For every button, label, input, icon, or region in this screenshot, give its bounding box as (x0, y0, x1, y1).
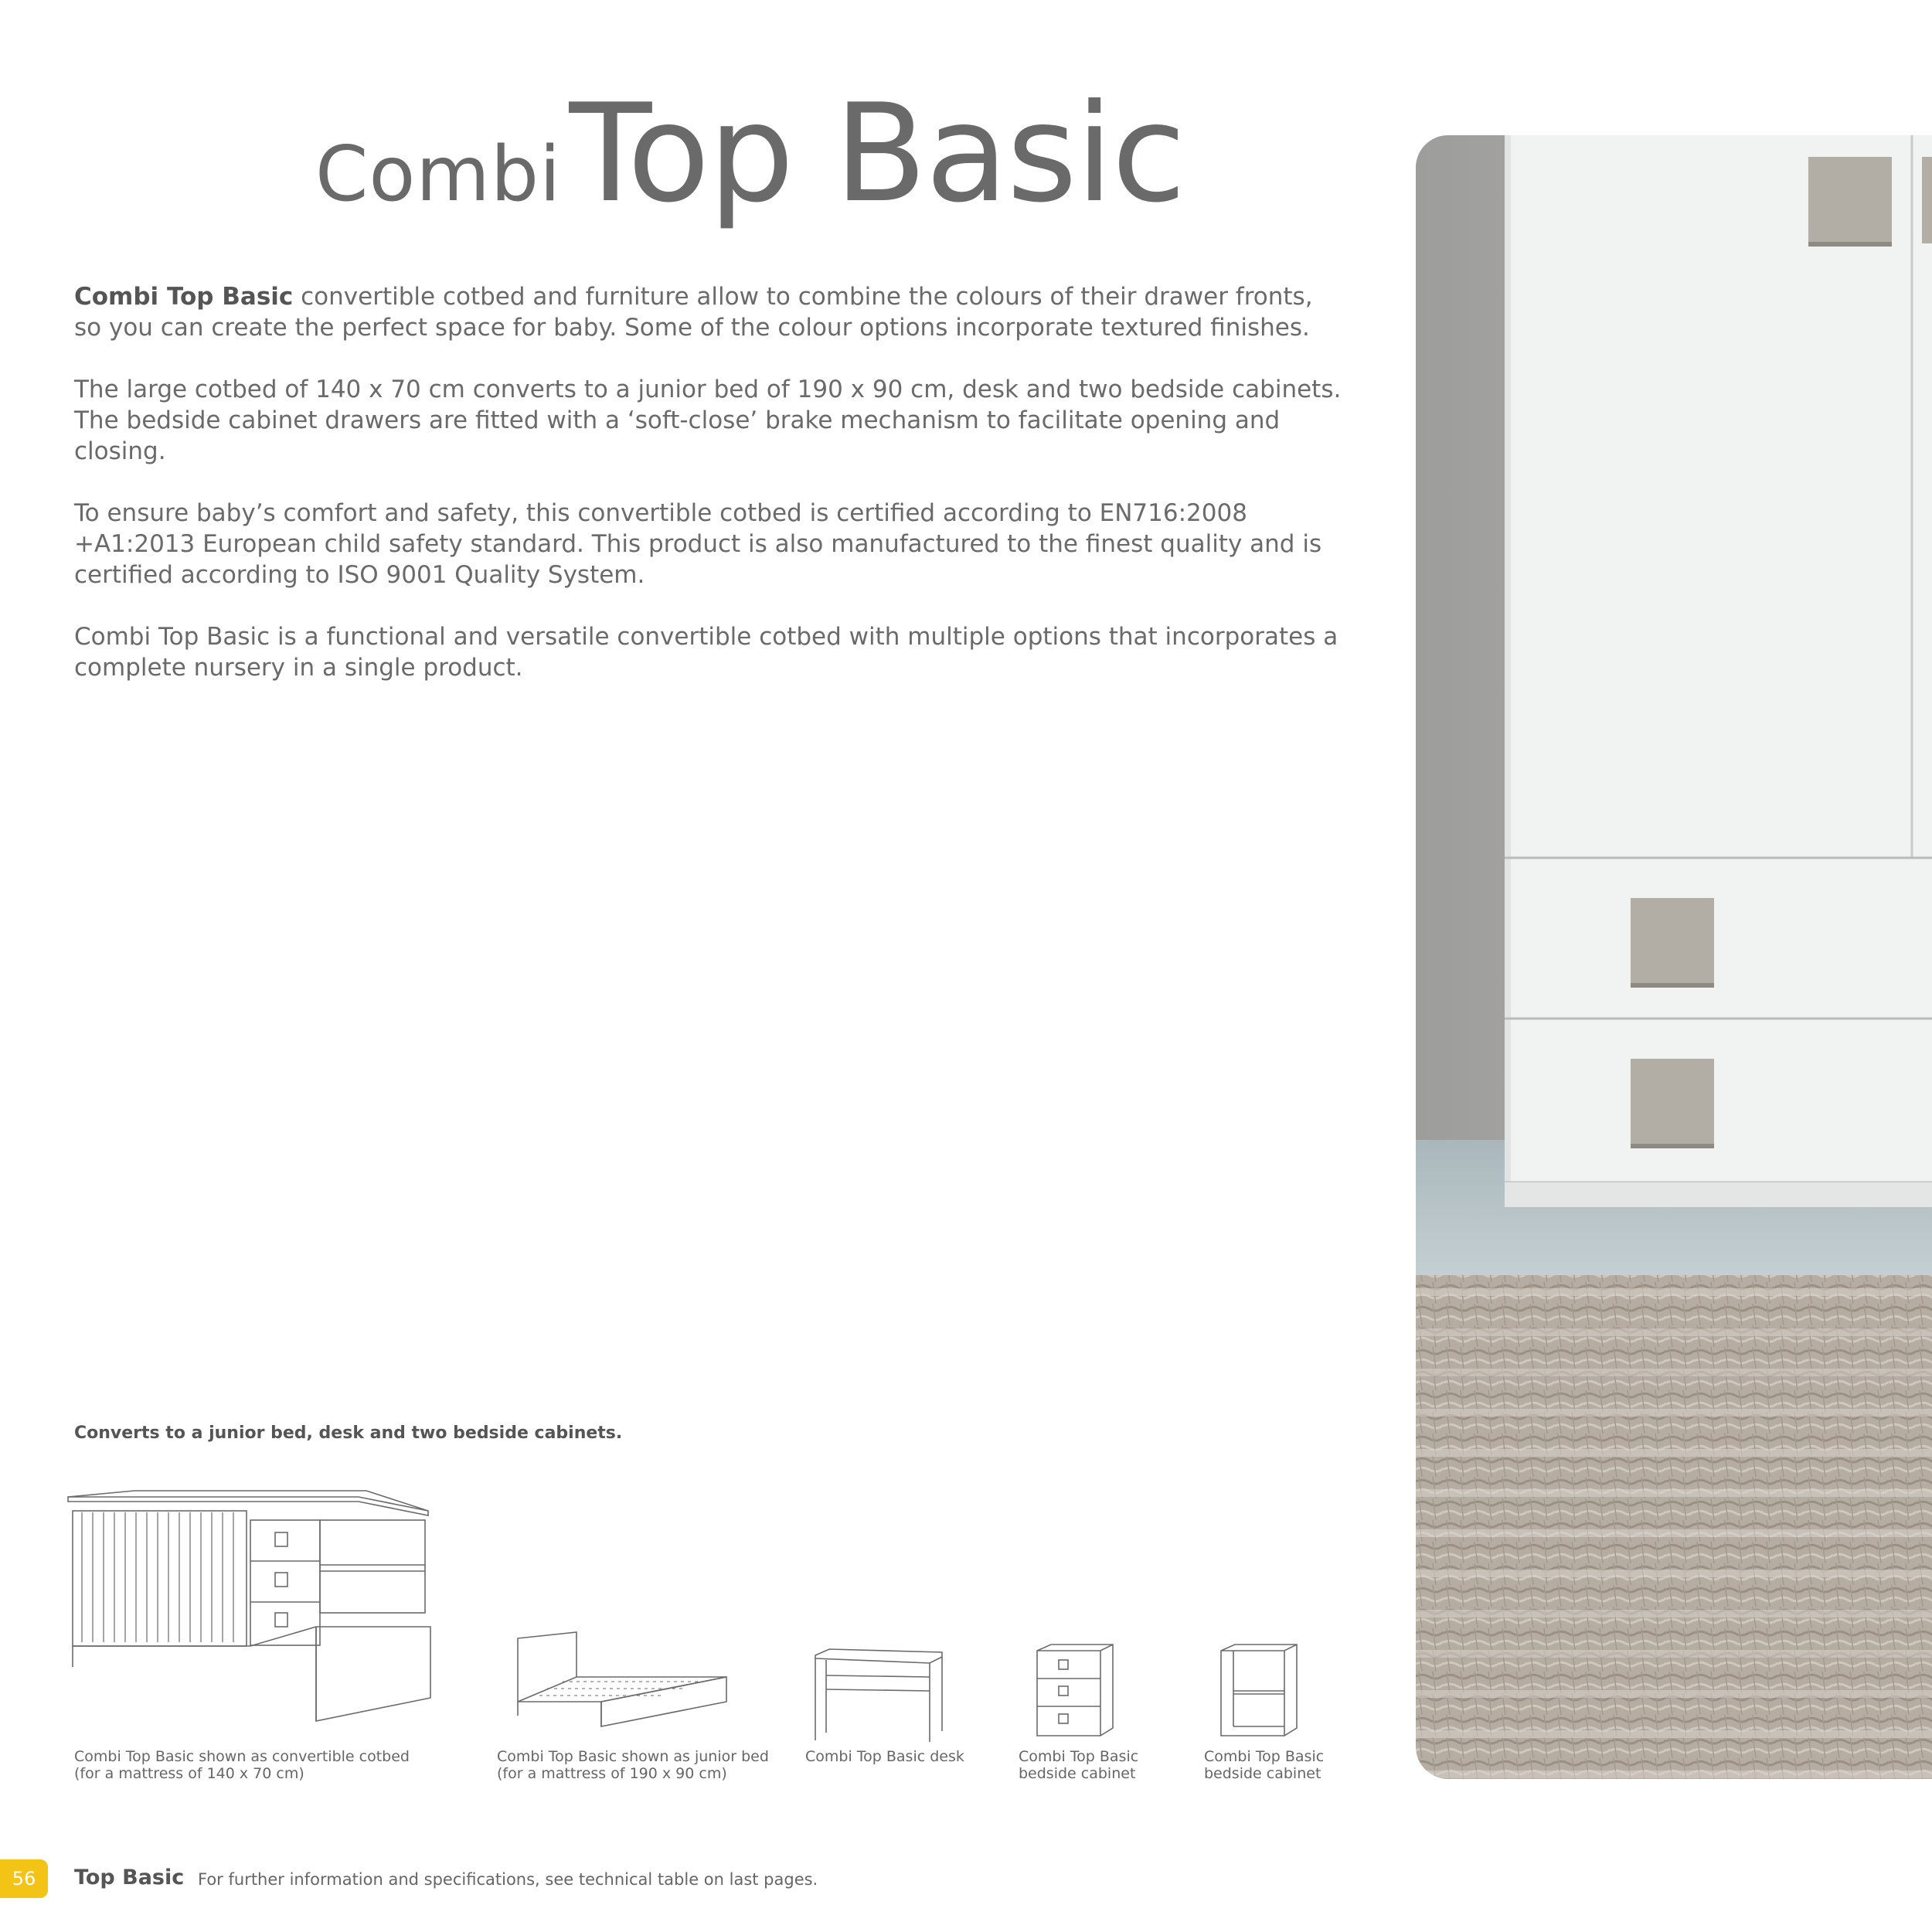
caption-junior-bed-line-1: Combi Top Basic shown as junior bed (497, 1748, 769, 1765)
caption-junior-bed (497, 1748, 769, 1782)
caption-desk-line-1: Combi Top Basic desk (805, 1748, 964, 1765)
bedside-cabinet-drawers-sketch (1034, 1643, 1116, 1737)
caption-cotbed-line-2: (for a mattress of 140 x 70 cm) (74, 1765, 304, 1782)
desk-sketch (814, 1648, 945, 1744)
page-number-badge: 56 (0, 1859, 48, 1898)
intro-paragraph-3: To ensure baby’s comfort and safety, this convertible cotbed is certified according to EN716:2008 +A1:2013 European child safety standard. This product is also manufactured to the finest quality and is certified according to ISO 9001 Quality System. (74, 499, 1322, 589)
caption-cabinet-drawers-line-1: Combi Top Basic (1019, 1748, 1139, 1765)
converts-label: Converts to a junior bed, desk and two bedside cabinets. (74, 1423, 623, 1443)
caption-cotbed-line-1: Combi Top Basic shown as convertible cotbed (74, 1748, 410, 1765)
intro-text (74, 281, 1342, 714)
caption-desk (805, 1748, 964, 1765)
cotbed-sketch (65, 1488, 436, 1723)
intro-paragraph-2: The large cotbed of 140 x 70 cm converts to a junior bed of 190 x 90 cm, desk and two bedside cabinets. The bedside cabinet drawers are fitted with a ‘soft-close’ brake mechanism to facilitate opening and closing. (74, 376, 1342, 465)
bedside-cabinet-shelves-sketch (1218, 1643, 1300, 1737)
footer-note: For further information and specifications, see technical table on last pages. (198, 1870, 818, 1889)
title-small: Combi (315, 131, 562, 219)
caption-cabinet-shelves (1204, 1748, 1324, 1782)
caption-junior-bed-line-2: (for a mattress of 190 x 90 cm) (497, 1765, 727, 1782)
wardrobe-photo-illustration (1416, 135, 1932, 1779)
title-big: Top Basic (569, 76, 1185, 233)
caption-cabinet-shelves-line-1: Combi Top Basic (1204, 1748, 1325, 1765)
footer-title: Top Basic (74, 1866, 185, 1889)
product-photo (1416, 135, 1932, 1779)
intro-paragraph-1 (74, 281, 1342, 343)
intro-paragraph-4: Combi Top Basic is a functional and versatile convertible cotbed with multiple options that incorporates a complete nursery in a single product. (74, 623, 1338, 682)
intro-product-name: Combi Top Basic (74, 283, 294, 311)
caption-cabinet-shelves-line-2: bedside cabinet (1204, 1765, 1321, 1782)
page-title (315, 76, 1185, 233)
junior-bed-sketch (516, 1631, 733, 1735)
caption-cotbed (74, 1748, 410, 1782)
caption-cabinet-drawers-line-2: bedside cabinet (1019, 1765, 1136, 1782)
intro-paragraph-1-text: convertible cotbed and furniture allow to combine the colours of their drawer fronts, so you can create the perfect space for baby. Some of the colour options incorporate textured finishes. (74, 283, 1313, 342)
caption-cabinet-drawers (1019, 1748, 1138, 1782)
